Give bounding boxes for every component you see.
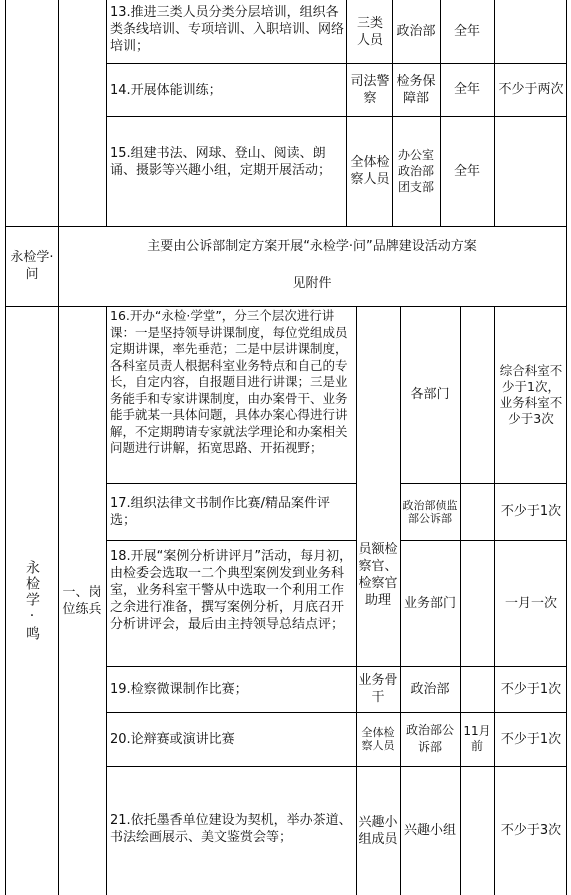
row15-target: 全体检察人员 xyxy=(350,155,390,187)
row16-content: 16.开办“永检·学堂”，分三个层次进行讲课：一是坚持领导讲课制度，每位党组成员定期讲课，率先垂范；二是中层讲课制度，各科室员责人根据科室业务特点和自己的专长，自定内容，自报题目进行讲课；三是业务能手和专家讲课制度，由办案骨干、业务能手就某一具体问题，具体办案心得进行讲解，不定期聘请专家就法学理论和办案相关问题进行讲解，拓宽思路、开拓视野； xyxy=(110,308,348,455)
row13-period: 全年 xyxy=(453,24,480,39)
row20-dept: 政治部公诉部 xyxy=(405,723,454,754)
wen-line1: 主要由公诉部制定方案开展“永检学·问”品牌建设活动方案 xyxy=(147,238,477,254)
row17-content: 17.组织法律文书制作比赛/精品案件评选； xyxy=(110,496,331,528)
row15-content: 15.组建书法、网球、登山、阅读、朗诵、摄影等兴趣小组，定期开展活动； xyxy=(110,146,332,178)
row20-frequency: 不少于1次 xyxy=(500,731,562,747)
row18-dept: 业务部门 xyxy=(403,595,456,611)
row19-frequency: 不少于1次 xyxy=(500,681,562,697)
row14-frequency: 不少于两次 xyxy=(498,82,564,97)
border-right xyxy=(566,0,567,895)
row19-content: 19.检察微课制作比赛； xyxy=(110,682,248,697)
border-col3 xyxy=(346,0,347,226)
row17-frequency: 不少于1次 xyxy=(500,504,562,519)
row19-dept: 政治部 xyxy=(410,681,450,697)
row15-dept: 办公室政治部团支部 xyxy=(397,148,434,194)
row13-dept: 政治部 xyxy=(396,24,436,39)
row21-target: 兴趣小组成员 xyxy=(358,814,398,847)
row13-content: 13.推进三类人员分类分层培训，组织各类条线培训、专项培训、入职培训、网络培训； xyxy=(110,5,345,54)
border-col4 xyxy=(392,0,393,226)
row13-target: 三类人员 xyxy=(356,15,383,48)
row21-frequency: 不少于3次 xyxy=(500,823,562,838)
row16-dept: 各部门 xyxy=(410,387,450,402)
row21-content: 21.依托墨香单位建设为契机，举办茶道、书法绘画展示、美文鉴赏会等； xyxy=(110,813,352,845)
row14-dept: 检务保障部 xyxy=(396,73,436,106)
row14-target: 司法警察 xyxy=(350,73,390,106)
row20-content: 20.论辩赛或演讲比赛 xyxy=(110,732,235,747)
row15-period: 全年 xyxy=(453,163,480,179)
row17-dept: 政治部侦监部公诉部 xyxy=(402,498,458,525)
border-col3b xyxy=(356,306,357,895)
row20-target: 全体检察人员 xyxy=(361,726,395,752)
border-col5b xyxy=(460,306,461,895)
border-col1 xyxy=(58,0,59,895)
row14-content: 14.开展体能训练； xyxy=(110,83,222,98)
row21-dept: 兴趣小组 xyxy=(403,823,456,838)
row18-frequency: 一月一次 xyxy=(504,595,557,611)
border-left xyxy=(5,0,6,895)
border-col2b xyxy=(106,306,107,895)
border-col6 xyxy=(494,0,495,226)
row16-frequency: 综合科室不少于1次，业务科室不少于3次 xyxy=(499,362,563,426)
row14-period: 全年 xyxy=(453,82,480,97)
section-yongjian-wen: 永检学·问 xyxy=(10,250,54,282)
hline xyxy=(106,483,356,484)
border-col6b xyxy=(494,306,495,895)
border-col2 xyxy=(106,0,107,226)
hline xyxy=(106,116,567,117)
hline xyxy=(106,540,356,541)
wen-line2: 见附件 xyxy=(292,275,332,291)
row19-target: 业务骨干 xyxy=(358,673,398,705)
section-yongjian-ming xyxy=(8,306,56,895)
subsection-gangwei: 一、岗位练兵 xyxy=(62,584,102,617)
section-yongjian-ming-text: 永检学·鸣 xyxy=(24,559,40,642)
hline xyxy=(5,226,567,227)
row20-time: 11月前 xyxy=(463,724,491,753)
row18-content: 18.开展“案例分析讲评月”活动，每月初，由检委会选取一二个典型案例发到业务科室，业务科室干警从中选取一个利用工作之余进行准备，撰写案例分析，月底召开分析讲评会，最后由主持领导总结点评； xyxy=(110,549,353,632)
merged-target: 员额检察官、检察官助理 xyxy=(358,541,398,608)
